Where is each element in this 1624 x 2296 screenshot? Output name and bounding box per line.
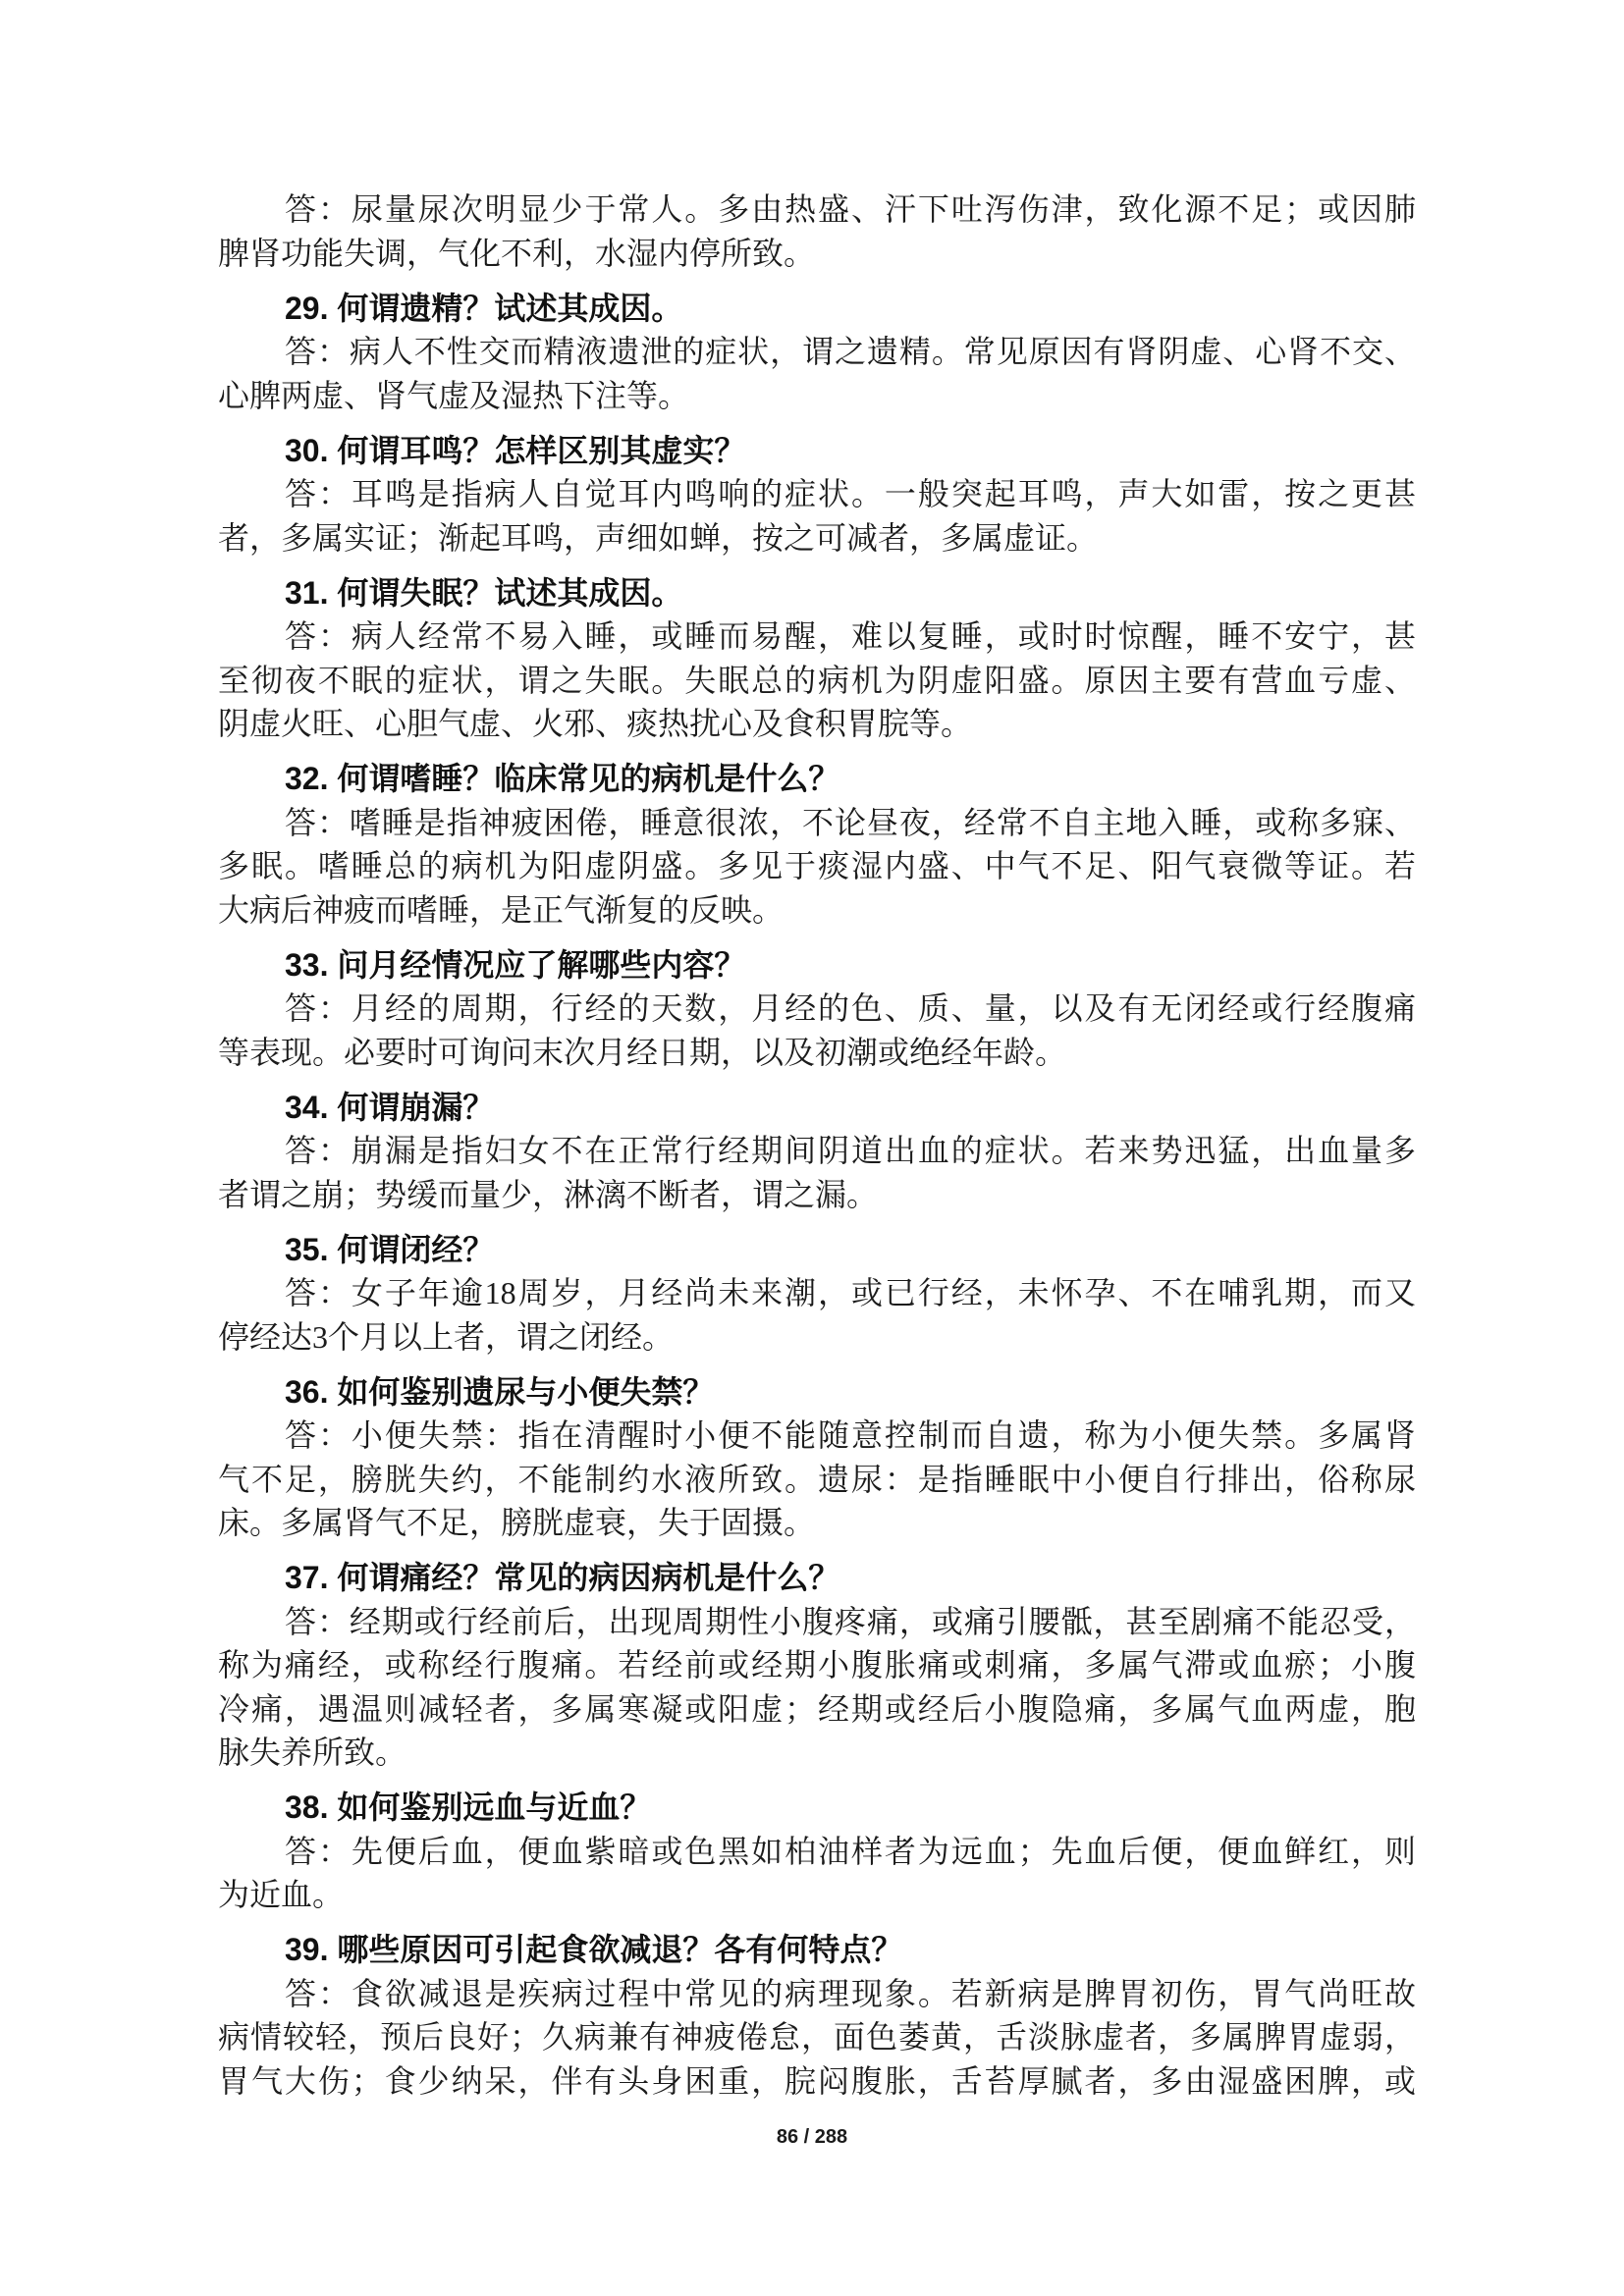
answer-line: 气不足，膀胱失约，不能制约水液所致。遗尿：是指睡眠中小便自行排出，俗称尿: [218, 1461, 1416, 1497]
answer-line: 多眠。嗜睡总的病机为阳虚阴盛。多见于痰湿内盛、中气不足、阳气衰微等证。若: [218, 848, 1416, 883]
answer-line: 答：小便失禁：指在清醒时小便不能随意控制而自遗，称为小便失禁。多属肾: [285, 1417, 1416, 1453]
answer-line: 者，多属实证；渐起耳鸣，声细如蝉，按之可减者，多属虚证。: [218, 519, 1099, 556]
question-heading: 39. 哪些原因可引起食欲减退？各有何特点？: [285, 1932, 903, 1967]
answer-line: 冷痛，遇温则减轻者，多属寒凝或阳虚；经期或经后小腹隐痛，多属气血两虚，胞: [218, 1690, 1416, 1727]
qa-item-31: [218, 571, 1416, 746]
answer-line: 答：嗜睡是指神疲困倦，睡意很浓，不论昼夜，经常不自主地入睡，或称多寐、: [285, 804, 1416, 840]
page-content: [218, 187, 1416, 2103]
answer-line: 等表现。必要时可询问末次月经日期，以及初潮或绝经年龄。: [218, 1034, 1067, 1070]
answer-line: 至彻夜不眠的症状，谓之失眠。失眠总的病机为阴虚阳盛。原因主要有营血亏虚、: [218, 662, 1416, 698]
question-heading: 37. 何谓痛经？常见的病因病机是什么？: [285, 1560, 840, 1595]
question-heading: 38. 如何鉴别远血与近血？: [285, 1789, 652, 1825]
page-number: 86 / 288: [776, 2126, 848, 2148]
answer-line: 大病后神疲而嗜睡，是正气渐复的反映。: [218, 891, 785, 928]
answer-line: 病情较轻，预后良好；久病兼有神疲倦怠，面色萎黄，舌淡脉虚者，多属脾胃虚弱，: [218, 2019, 1416, 2055]
answer-line: 心脾两虚、肾气虚及湿热下注等。: [218, 377, 690, 413]
qa-item-38: [218, 1786, 1416, 1917]
question-heading: 32. 何谓嗜睡？临床常见的病机是什么？: [285, 761, 840, 796]
qa-item-37: [218, 1556, 1416, 1775]
qa-item-29: [218, 287, 1416, 418]
answer-line: 答：耳鸣是指病人自觉耳内鸣响的症状。一般突起耳鸣，声大如雷，按之更甚: [285, 476, 1416, 511]
qa-item-30: [218, 429, 1416, 561]
answer-line: 者谓之崩；势缓而量少，淋漓不断者，谓之漏。: [218, 1176, 879, 1212]
answer-line: 脾肾功能失调，气化不利，水湿内停所致。: [218, 235, 816, 271]
answer-line: 答：先便后血，便血紫暗或色黑如柏油样者为远血；先血后便，便血鲜红，则: [285, 1833, 1416, 1869]
qa-item-continued: [218, 187, 1416, 275]
question-heading: 30. 何谓耳鸣？怎样区别其虚实？: [285, 432, 746, 468]
answer-line: 脉失养所致。: [218, 1735, 407, 1770]
question-heading: 33. 问月经情况应了解哪些内容？: [285, 946, 746, 983]
answer-line: 床。多属肾气不足，膀胱虚衰，失于固摄。: [218, 1505, 816, 1540]
qa-item-33: [218, 943, 1416, 1075]
answer-line: 答：病人不性交而精液遗泄的症状，谓之遗精。常见原因有肾阴虚、心肾不交、: [285, 334, 1416, 369]
question-heading: 36. 如何鉴别遗尿与小便失禁？: [285, 1373, 715, 1410]
qa-item-36: [218, 1370, 1416, 1545]
qa-item-39: [218, 1928, 1416, 2103]
answer-line: 答：经期或行经前后，出现周期性小腹疼痛，或痛引腰骶，甚至剧痛不能忍受，: [285, 1603, 1416, 1639]
answer-line: 答：月经的周期，行经的天数，月经的色、质、量，以及有无闭经或行经腹痛: [285, 990, 1416, 1026]
answer-line: 答：尿量尿次明显少于常人。多由热盛、汗下吐泻伤津，致化源不足；或因肺: [285, 191, 1416, 227]
qa-item-35: [218, 1228, 1416, 1360]
answer-line: 阴虚火旺、心胆气虚、火邪、痰热扰心及食积胃脘等。: [218, 706, 973, 741]
answer-line: 答：女子年逾18周岁，月经尚未来潮，或已行经，未怀孕、不在哺乳期，而又: [285, 1275, 1416, 1310]
question-heading: 31. 何谓失眠？试述其成因。: [285, 574, 683, 611]
qa-item-32: [218, 757, 1416, 932]
answer-line: 答：崩漏是指妇女不在正常行经期间阴道出血的症状。若来势迅猛，出血量多: [285, 1133, 1416, 1168]
qa-item-34: [218, 1086, 1416, 1217]
answer-line: 为近血。: [218, 1877, 345, 1912]
question-heading: 29. 何谓遗精？试述其成因。: [285, 290, 683, 326]
answer-line: 答：食欲减退是疾病过程中常见的病理现象。若新病是脾胃初伤，胃气尚旺故: [285, 1975, 1416, 2011]
answer-line: 胃气大伤；食少纳呆，伴有头身困重，脘闷腹胀，舌苔厚腻者，多由湿盛困脾，或: [218, 2062, 1416, 2099]
question-heading: 35. 何谓闭经？: [285, 1231, 495, 1267]
question-heading: 34. 何谓崩漏？: [285, 1089, 495, 1125]
answer-line: 称为痛经，或称经行腹痛。若经前或经期小腹胀痛或刺痛，多属气滞或血瘀；小腹: [218, 1647, 1416, 1682]
answer-line: 停经达3个月以上者，谓之闭经。: [218, 1318, 675, 1355]
answer-line: 答：病人经常不易入睡，或睡而易醒，难以复睡，或时时惊醒，睡不安宁，甚: [285, 618, 1416, 654]
